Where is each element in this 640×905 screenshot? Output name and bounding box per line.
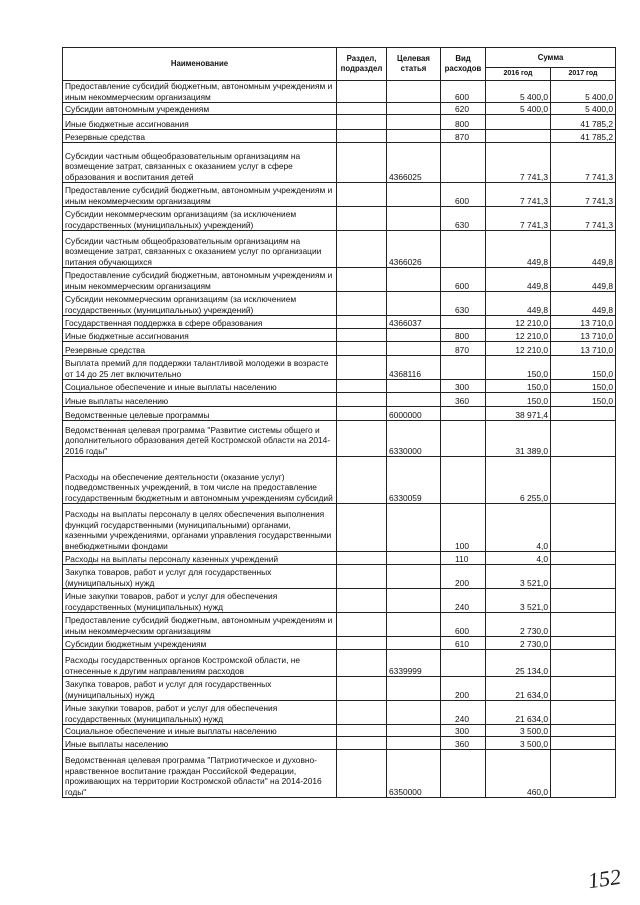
row-sum-2016: 460,0	[486, 750, 551, 798]
row-sum-2016: 3 521,0	[486, 565, 551, 589]
table-row	[63, 552, 616, 565]
row-celevaya-statya	[387, 103, 441, 115]
row-name: Резервные средства	[63, 342, 337, 356]
row-vid-rashodov: 600	[441, 268, 486, 292]
table-row	[63, 81, 616, 103]
table-row	[63, 421, 616, 457]
row-razdel	[337, 207, 387, 231]
row-razdel	[337, 292, 387, 316]
row-sum-2016: 38 971,4	[486, 407, 551, 421]
row-sum-2017	[551, 637, 616, 650]
row-name: Ведомственная целевая программа "Развитие системы общего и дополнительного образования детей Костромской области на 2014-2016 годы"	[63, 421, 337, 457]
row-name: Закупка товаров, работ и услуг для государственных (муниципальных) нужд	[63, 565, 337, 589]
row-sum-2016: 6 255,0	[486, 457, 551, 504]
row-sum-2017: 7 741,3	[551, 183, 616, 207]
row-vid-rashodov	[441, 750, 486, 798]
page-number: 152	[586, 863, 623, 894]
row-vid-rashodov	[441, 231, 486, 268]
row-sum-2016: 21 634,0	[486, 701, 551, 725]
row-razdel	[337, 380, 387, 393]
row-celevaya-statya	[387, 207, 441, 231]
row-name: Предоставление субсидий бюджетным, автономным учреждениям и иным некоммерческим организациям	[63, 81, 337, 103]
row-sum-2016: 449,8	[486, 268, 551, 292]
row-vid-rashodov: 600	[441, 81, 486, 103]
table-row	[63, 380, 616, 393]
row-razdel	[337, 393, 387, 407]
row-celevaya-statya	[387, 130, 441, 143]
row-sum-2016: 150,0	[486, 393, 551, 407]
row-razdel	[337, 268, 387, 292]
table-row	[63, 650, 616, 677]
row-celevaya-statya	[387, 292, 441, 316]
row-sum-2016: 7 741,3	[486, 183, 551, 207]
row-celevaya-statya	[387, 725, 441, 737]
row-sum-2016: 25 134,0	[486, 650, 551, 677]
row-name: Субсидии частным общеобразовательным организациям на возмещение затрат, связанных с оказанием услуг по организации питания обучающихся	[63, 231, 337, 268]
table-row	[63, 565, 616, 589]
row-vid-rashodov: 800	[441, 115, 486, 130]
row-celevaya-statya	[387, 183, 441, 207]
row-name: Иные закупки товаров, работ и услуг для обеспечения государственных (муниципальных) нужд	[63, 701, 337, 725]
row-sum-2017: 13 710,0	[551, 329, 616, 342]
row-vid-rashodov: 620	[441, 103, 486, 115]
row-celevaya-statya	[387, 737, 441, 750]
row-name: Социальное обеспечение и иные выплаты населению	[63, 725, 337, 737]
row-celevaya-statya	[387, 342, 441, 356]
row-vid-rashodov: 100	[441, 504, 486, 552]
row-name: Закупка товаров, работ и услуг для государственных (муниципальных) нужд	[63, 677, 337, 701]
row-vid-rashodov: 240	[441, 589, 486, 613]
row-vid-rashodov	[441, 143, 486, 183]
row-sum-2016: 31 389,0	[486, 421, 551, 457]
row-razdel	[337, 183, 387, 207]
row-razdel	[337, 115, 387, 130]
row-celevaya-statya	[387, 677, 441, 701]
header-vid: Вид расходов	[441, 48, 486, 81]
row-sum-2016: 2 730,0	[486, 613, 551, 637]
row-vid-rashodov: 610	[441, 637, 486, 650]
row-sum-2017: 449,8	[551, 231, 616, 268]
table-row	[63, 316, 616, 329]
header-celevaya: Целевая статья	[387, 48, 441, 81]
row-vid-rashodov: 800	[441, 329, 486, 342]
row-celevaya-statya	[387, 115, 441, 130]
row-celevaya-statya	[387, 565, 441, 589]
row-sum-2017: 150,0	[551, 393, 616, 407]
table-row	[63, 393, 616, 407]
row-sum-2016: 4,0	[486, 552, 551, 565]
row-razdel	[337, 231, 387, 268]
row-name: Предоставление субсидий бюджетным, автономным учреждениям и иным некоммерческим организациям	[63, 613, 337, 637]
row-celevaya-statya	[387, 329, 441, 342]
row-razdel	[337, 637, 387, 650]
table-row	[63, 677, 616, 701]
row-sum-2016: 5 400,0	[486, 103, 551, 115]
row-celevaya-statya: 6350000	[387, 750, 441, 798]
budget-table	[62, 47, 616, 798]
row-celevaya-statya: 6330000	[387, 421, 441, 457]
row-sum-2017	[551, 737, 616, 750]
row-sum-2016: 3 500,0	[486, 725, 551, 737]
table-row	[63, 701, 616, 725]
header-summa: Сумма	[486, 48, 616, 68]
row-vid-rashodov: 630	[441, 292, 486, 316]
row-name: Расходы государственных органов Костромской области, не отнесенные к другим направлениям расходов	[63, 650, 337, 677]
row-sum-2016: 12 210,0	[486, 329, 551, 342]
table-row	[63, 329, 616, 342]
row-sum-2017: 449,8	[551, 268, 616, 292]
row-sum-2017	[551, 421, 616, 457]
row-vid-rashodov: 300	[441, 725, 486, 737]
table-row	[63, 115, 616, 130]
row-sum-2016: 150,0	[486, 380, 551, 393]
row-sum-2017	[551, 650, 616, 677]
row-sum-2017: 5 400,0	[551, 103, 616, 115]
row-razdel	[337, 552, 387, 565]
row-razdel	[337, 589, 387, 613]
row-name: Иные выплаты населению	[63, 393, 337, 407]
row-vid-rashodov	[441, 316, 486, 329]
row-celevaya-statya: 4366025	[387, 143, 441, 183]
row-razdel	[337, 356, 387, 380]
row-name: Расходы на выплаты персоналу в целях обеспечения выполнения функций государственными (муниципальными) органами, казенными учреждениями, органами управления государственными внебюджетными фондами	[63, 504, 337, 552]
row-name: Иные бюджетные ассигнования	[63, 329, 337, 342]
row-celevaya-statya	[387, 701, 441, 725]
row-celevaya-statya	[387, 393, 441, 407]
row-sum-2017	[551, 613, 616, 637]
row-sum-2017	[551, 457, 616, 504]
row-razdel	[337, 81, 387, 103]
row-razdel	[337, 701, 387, 725]
row-sum-2017: 41 785,2	[551, 130, 616, 143]
row-celevaya-statya: 4366026	[387, 231, 441, 268]
row-sum-2016: 449,8	[486, 292, 551, 316]
row-razdel	[337, 457, 387, 504]
row-name: Иные закупки товаров, работ и услуг для обеспечения государственных (муниципальных) нужд	[63, 589, 337, 613]
row-sum-2016: 5 400,0	[486, 81, 551, 103]
row-name: Субсидии бюджетным учреждениям	[63, 637, 337, 650]
table-row	[63, 637, 616, 650]
row-razdel	[337, 737, 387, 750]
table-row	[63, 750, 616, 798]
row-sum-2017: 449,8	[551, 292, 616, 316]
row-sum-2017	[551, 504, 616, 552]
row-razdel	[337, 342, 387, 356]
row-celevaya-statya: 4366037	[387, 316, 441, 329]
table-row	[63, 231, 616, 268]
row-sum-2017: 13 710,0	[551, 342, 616, 356]
row-celevaya-statya	[387, 589, 441, 613]
row-razdel	[337, 143, 387, 183]
row-sum-2016: 3 521,0	[486, 589, 551, 613]
row-sum-2016: 150,0	[486, 356, 551, 380]
row-name: Иные выплаты населению	[63, 737, 337, 750]
table-row	[63, 130, 616, 143]
row-sum-2017: 150,0	[551, 380, 616, 393]
row-vid-rashodov	[441, 421, 486, 457]
row-name: Социальное обеспечение и иные выплаты населению	[63, 380, 337, 393]
table-row	[63, 504, 616, 552]
table-row	[63, 407, 616, 421]
row-celevaya-statya: 6339999	[387, 650, 441, 677]
row-name: Предоставление субсидий бюджетным, автономным учреждениям и иным некоммерческим организациям	[63, 183, 337, 207]
row-vid-rashodov	[441, 407, 486, 421]
row-vid-rashodov: 200	[441, 565, 486, 589]
row-razdel	[337, 421, 387, 457]
row-sum-2017	[551, 677, 616, 701]
row-name: Резервные средства	[63, 130, 337, 143]
row-vid-rashodov: 240	[441, 701, 486, 725]
header-2017: 2017 год	[551, 68, 616, 81]
row-vid-rashodov	[441, 650, 486, 677]
row-celevaya-statya: 4368116	[387, 356, 441, 380]
row-vid-rashodov	[441, 457, 486, 504]
row-sum-2016: 449,8	[486, 231, 551, 268]
table-row	[63, 207, 616, 231]
row-celevaya-statya	[387, 504, 441, 552]
row-vid-rashodov: 870	[441, 130, 486, 143]
row-name: Ведомственные целевые программы	[63, 407, 337, 421]
header-razdel: Раздел, подраздел	[337, 48, 387, 81]
row-celevaya-statya	[387, 637, 441, 650]
row-razdel	[337, 725, 387, 737]
row-name: Выплата премий для поддержки талантливой молодежи в возрасте от 14 до 25 лет включительно	[63, 356, 337, 380]
row-sum-2017	[551, 701, 616, 725]
row-razdel	[337, 565, 387, 589]
row-sum-2016: 12 210,0	[486, 342, 551, 356]
row-sum-2016	[486, 115, 551, 130]
row-name: Субсидии некоммерческим организациям (за исключением государственных (муниципальных) учреждений)	[63, 292, 337, 316]
row-name: Расходы на выплаты персоналу казенных учреждений	[63, 552, 337, 565]
row-sum-2017: 13 710,0	[551, 316, 616, 329]
row-vid-rashodov: 110	[441, 552, 486, 565]
row-name: Расходы на обеспечение деятельности (оказание услуг) подведомственных учреждений, в том числе на предоставление государственным бюджетным и автономным учреждениям субсидий	[63, 457, 337, 504]
row-sum-2016: 12 210,0	[486, 316, 551, 329]
row-sum-2017: 41 785,2	[551, 115, 616, 130]
row-sum-2017: 7 741,3	[551, 207, 616, 231]
row-sum-2017: 5 400,0	[551, 81, 616, 103]
row-celevaya-statya	[387, 552, 441, 565]
table-header-row	[63, 48, 616, 68]
table-row	[63, 103, 616, 115]
row-vid-rashodov: 600	[441, 183, 486, 207]
row-razdel	[337, 504, 387, 552]
row-sum-2016: 21 634,0	[486, 677, 551, 701]
row-sum-2017: 150,0	[551, 356, 616, 380]
row-celevaya-statya	[387, 380, 441, 393]
table-row	[63, 183, 616, 207]
row-razdel	[337, 407, 387, 421]
row-celevaya-statya	[387, 81, 441, 103]
table-row	[63, 457, 616, 504]
row-sum-2017	[551, 725, 616, 737]
row-name: Субсидии автономным учреждениям	[63, 103, 337, 115]
row-sum-2016: 3 500,0	[486, 737, 551, 750]
row-sum-2017	[551, 407, 616, 421]
row-razdel	[337, 650, 387, 677]
row-razdel	[337, 750, 387, 798]
row-sum-2017: 7 741,3	[551, 143, 616, 183]
row-name: Субсидии частным общеобразовательным организациям на возмещение затрат, связанных с оказанием услуг в сфере образования и воспитания детей	[63, 143, 337, 183]
header-2016: 2016 год	[486, 68, 551, 81]
table-row	[63, 292, 616, 316]
row-name: Иные бюджетные ассигнования	[63, 115, 337, 130]
row-sum-2017	[551, 750, 616, 798]
table-body	[63, 81, 616, 798]
row-sum-2017	[551, 565, 616, 589]
row-name: Субсидии некоммерческим организациям (за исключением государственных (муниципальных) учреждений)	[63, 207, 337, 231]
row-razdel	[337, 613, 387, 637]
row-vid-rashodov: 630	[441, 207, 486, 231]
row-name: Государственная поддержка в сфере образования	[63, 316, 337, 329]
row-sum-2016: 2 730,0	[486, 637, 551, 650]
table-row	[63, 613, 616, 637]
row-vid-rashodov: 360	[441, 393, 486, 407]
table-row	[63, 342, 616, 356]
table-row	[63, 143, 616, 183]
row-vid-rashodov: 870	[441, 342, 486, 356]
row-sum-2017	[551, 589, 616, 613]
row-razdel	[337, 130, 387, 143]
row-vid-rashodov: 360	[441, 737, 486, 750]
table-row	[63, 589, 616, 613]
row-sum-2016: 7 741,3	[486, 143, 551, 183]
header-name: Наименование	[63, 48, 337, 81]
row-razdel	[337, 316, 387, 329]
row-name: Ведомственная целевая программа "Патриотическое и духовно-нравственное воспитание граждан Российской Федерации, проживающих на территории Костромской области" на 2014-2016 годы"	[63, 750, 337, 798]
table-row	[63, 268, 616, 292]
row-celevaya-statya	[387, 613, 441, 637]
row-sum-2016	[486, 130, 551, 143]
row-vid-rashodov: 300	[441, 380, 486, 393]
row-razdel	[337, 103, 387, 115]
row-celevaya-statya: 6330059	[387, 457, 441, 504]
row-name: Предоставление субсидий бюджетным, автономным учреждениям и иным некоммерческим организациям	[63, 268, 337, 292]
row-vid-rashodov: 200	[441, 677, 486, 701]
row-sum-2017	[551, 552, 616, 565]
table-row	[63, 356, 616, 380]
row-razdel	[337, 677, 387, 701]
row-celevaya-statya	[387, 268, 441, 292]
row-vid-rashodov	[441, 356, 486, 380]
budget-table-sheet	[62, 47, 616, 798]
row-razdel	[337, 329, 387, 342]
row-celevaya-statya: 6000000	[387, 407, 441, 421]
row-vid-rashodov: 600	[441, 613, 486, 637]
row-sum-2016: 4,0	[486, 504, 551, 552]
table-row	[63, 737, 616, 750]
row-sum-2016: 7 741,3	[486, 207, 551, 231]
table-row	[63, 725, 616, 737]
